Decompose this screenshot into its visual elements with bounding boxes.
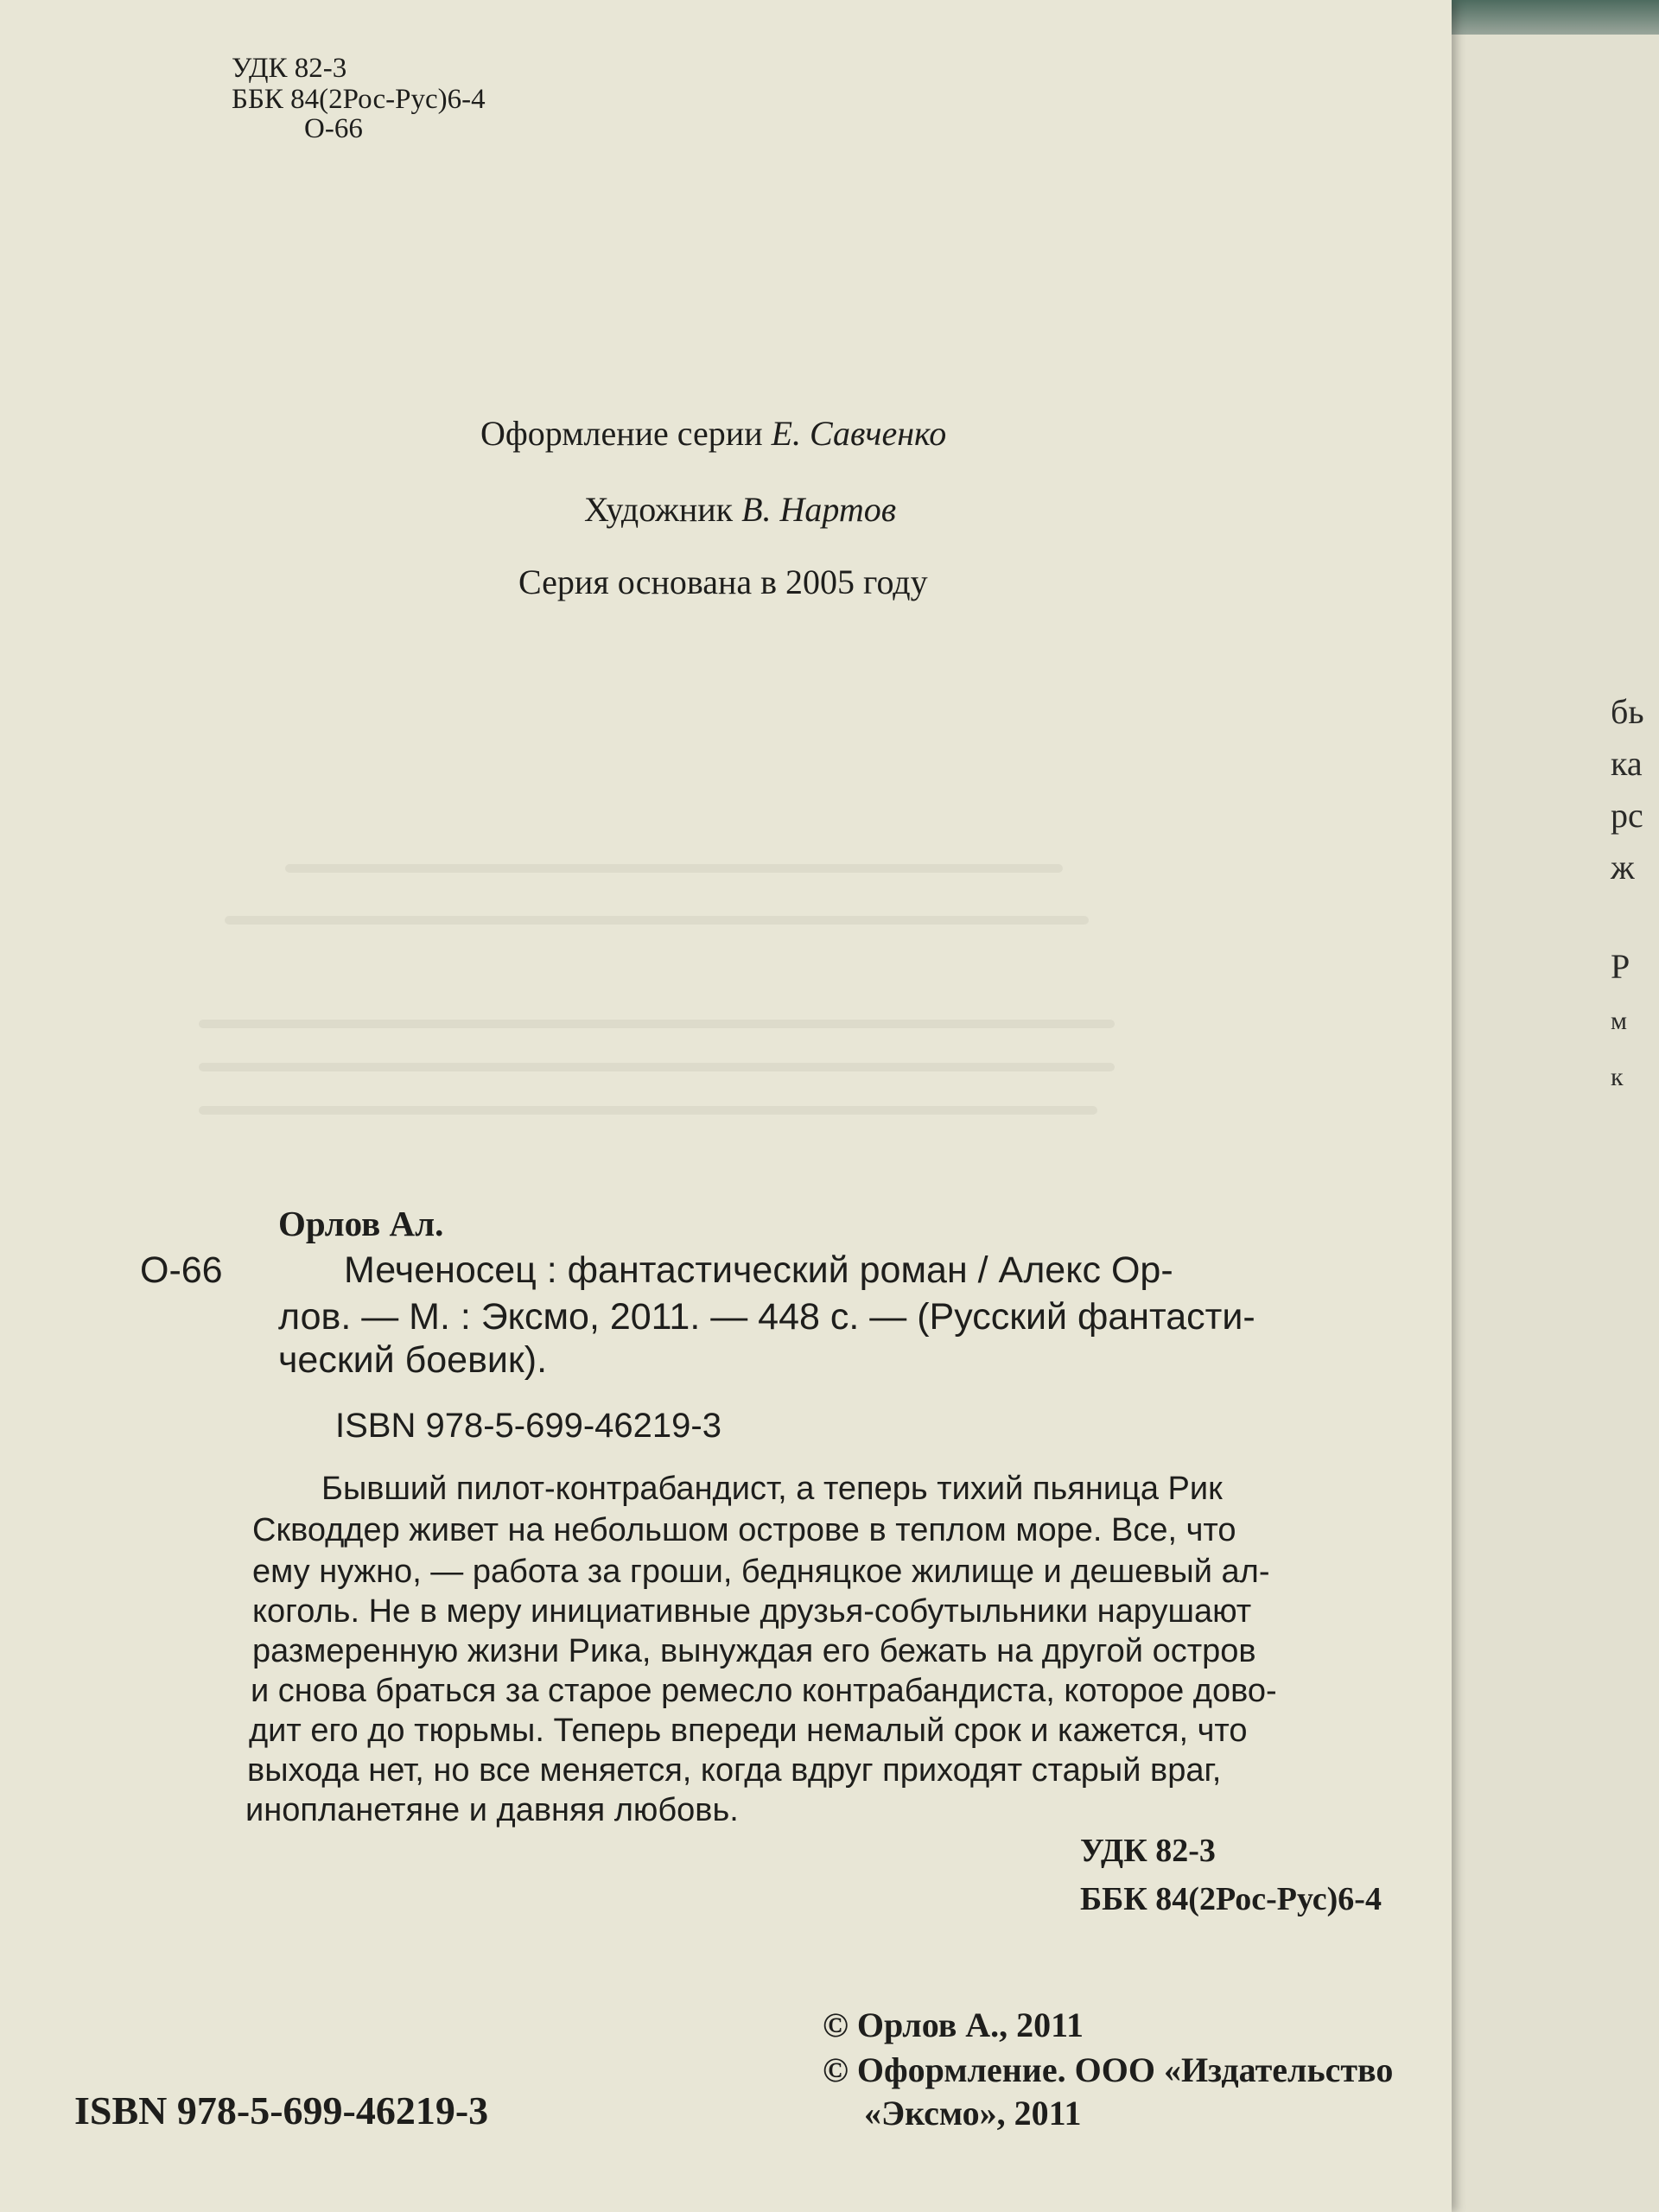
artist-name: В. Нартов — [741, 490, 897, 529]
copyright-design: © Оформление. ООО «Издательство — [823, 2050, 1394, 2089]
annotation-line: коголь. Не в меру инициативные друзья-собутыльники нарушают — [252, 1593, 1252, 1630]
footer-isbn: ISBN 978-5-699-46219-3 — [74, 2088, 489, 2133]
copyright-author: © Орлов А., 2011 — [823, 2005, 1084, 2044]
facing-page-fragment: м — [1611, 1007, 1627, 1035]
artist-label: Художник — [584, 490, 734, 529]
bottom-udk-code: УДК 82-3 — [1080, 1833, 1216, 1869]
bleed-through-mark — [199, 1063, 1115, 1071]
facing-page-fragment: рс — [1611, 796, 1643, 835]
bib-line: ческий боевик). — [278, 1339, 548, 1381]
facing-page-fragment: Р — [1611, 947, 1630, 986]
series-founded-note: Серия основана в 2005 году — [518, 563, 928, 601]
annotation-line: ему нужно, — работа за гроши, бедняцкое жилище и дешевый ал- — [252, 1554, 1270, 1590]
bleed-through-mark — [285, 864, 1063, 873]
annotation-line: и снова браться за старое ремесло контрабандиста, которое дово- — [251, 1673, 1277, 1709]
facing-page-fragment: к — [1611, 1063, 1624, 1091]
top-author-mark: О-66 — [304, 113, 363, 144]
bottom-bbk-code: ББК 84(2Рос-Рус)6-4 — [1080, 1881, 1382, 1917]
facing-page — [1417, 35, 1659, 2212]
bib-author-heading: Орлов Ал. — [278, 1204, 444, 1243]
annotation-line: размеренную жизни Рика, вынуждая его бежать на другой остров — [252, 1633, 1256, 1669]
series-design-credit — [480, 413, 946, 454]
bib-line: Меченосец : фантастический роман / Алекс Ор- — [344, 1249, 1173, 1291]
annotation-line: Скводдер живет на небольшом острове в теплом море. Все, что — [252, 1512, 1236, 1548]
bleed-through-mark — [225, 916, 1089, 925]
bleed-through-mark — [199, 1020, 1115, 1028]
annotation-line: инопланетяне и давняя любовь. — [245, 1792, 739, 1828]
top-bbk-code: ББК 84(2Рос-Рус)6-4 — [232, 84, 486, 115]
copyright-publisher: «Эксмо», 2011 — [864, 2094, 1082, 2133]
facing-page-fragment: ка — [1611, 744, 1643, 783]
series-design-label: Оформление серии — [480, 414, 763, 453]
bib-isbn: ISBN 978-5-699-46219-3 — [335, 1407, 721, 1445]
annotation-line: дит его до тюрьмы. Теперь впереди немалый срок и кажется, что — [249, 1713, 1248, 1749]
facing-page-fragment: ж — [1611, 848, 1635, 887]
artist-credit — [584, 489, 896, 530]
bleed-through-mark — [199, 1106, 1097, 1115]
bib-author-mark: О-66 — [140, 1249, 223, 1291]
bib-line: лов. — М. : Эксмо, 2011. — 448 с. — (Русский фантасти- — [278, 1296, 1255, 1338]
annotation-line: Бывший пилот-контрабандист, а теперь тихий пьяница Рик — [321, 1471, 1223, 1507]
annotation-line: выхода нет, но все меняется, когда вдруг приходят старый враг, — [247, 1752, 1222, 1789]
series-designer-name: Е. Савченко — [771, 414, 947, 453]
facing-page-fragment: бь — [1611, 692, 1644, 731]
top-udk-code: УДК 82-3 — [232, 53, 347, 84]
